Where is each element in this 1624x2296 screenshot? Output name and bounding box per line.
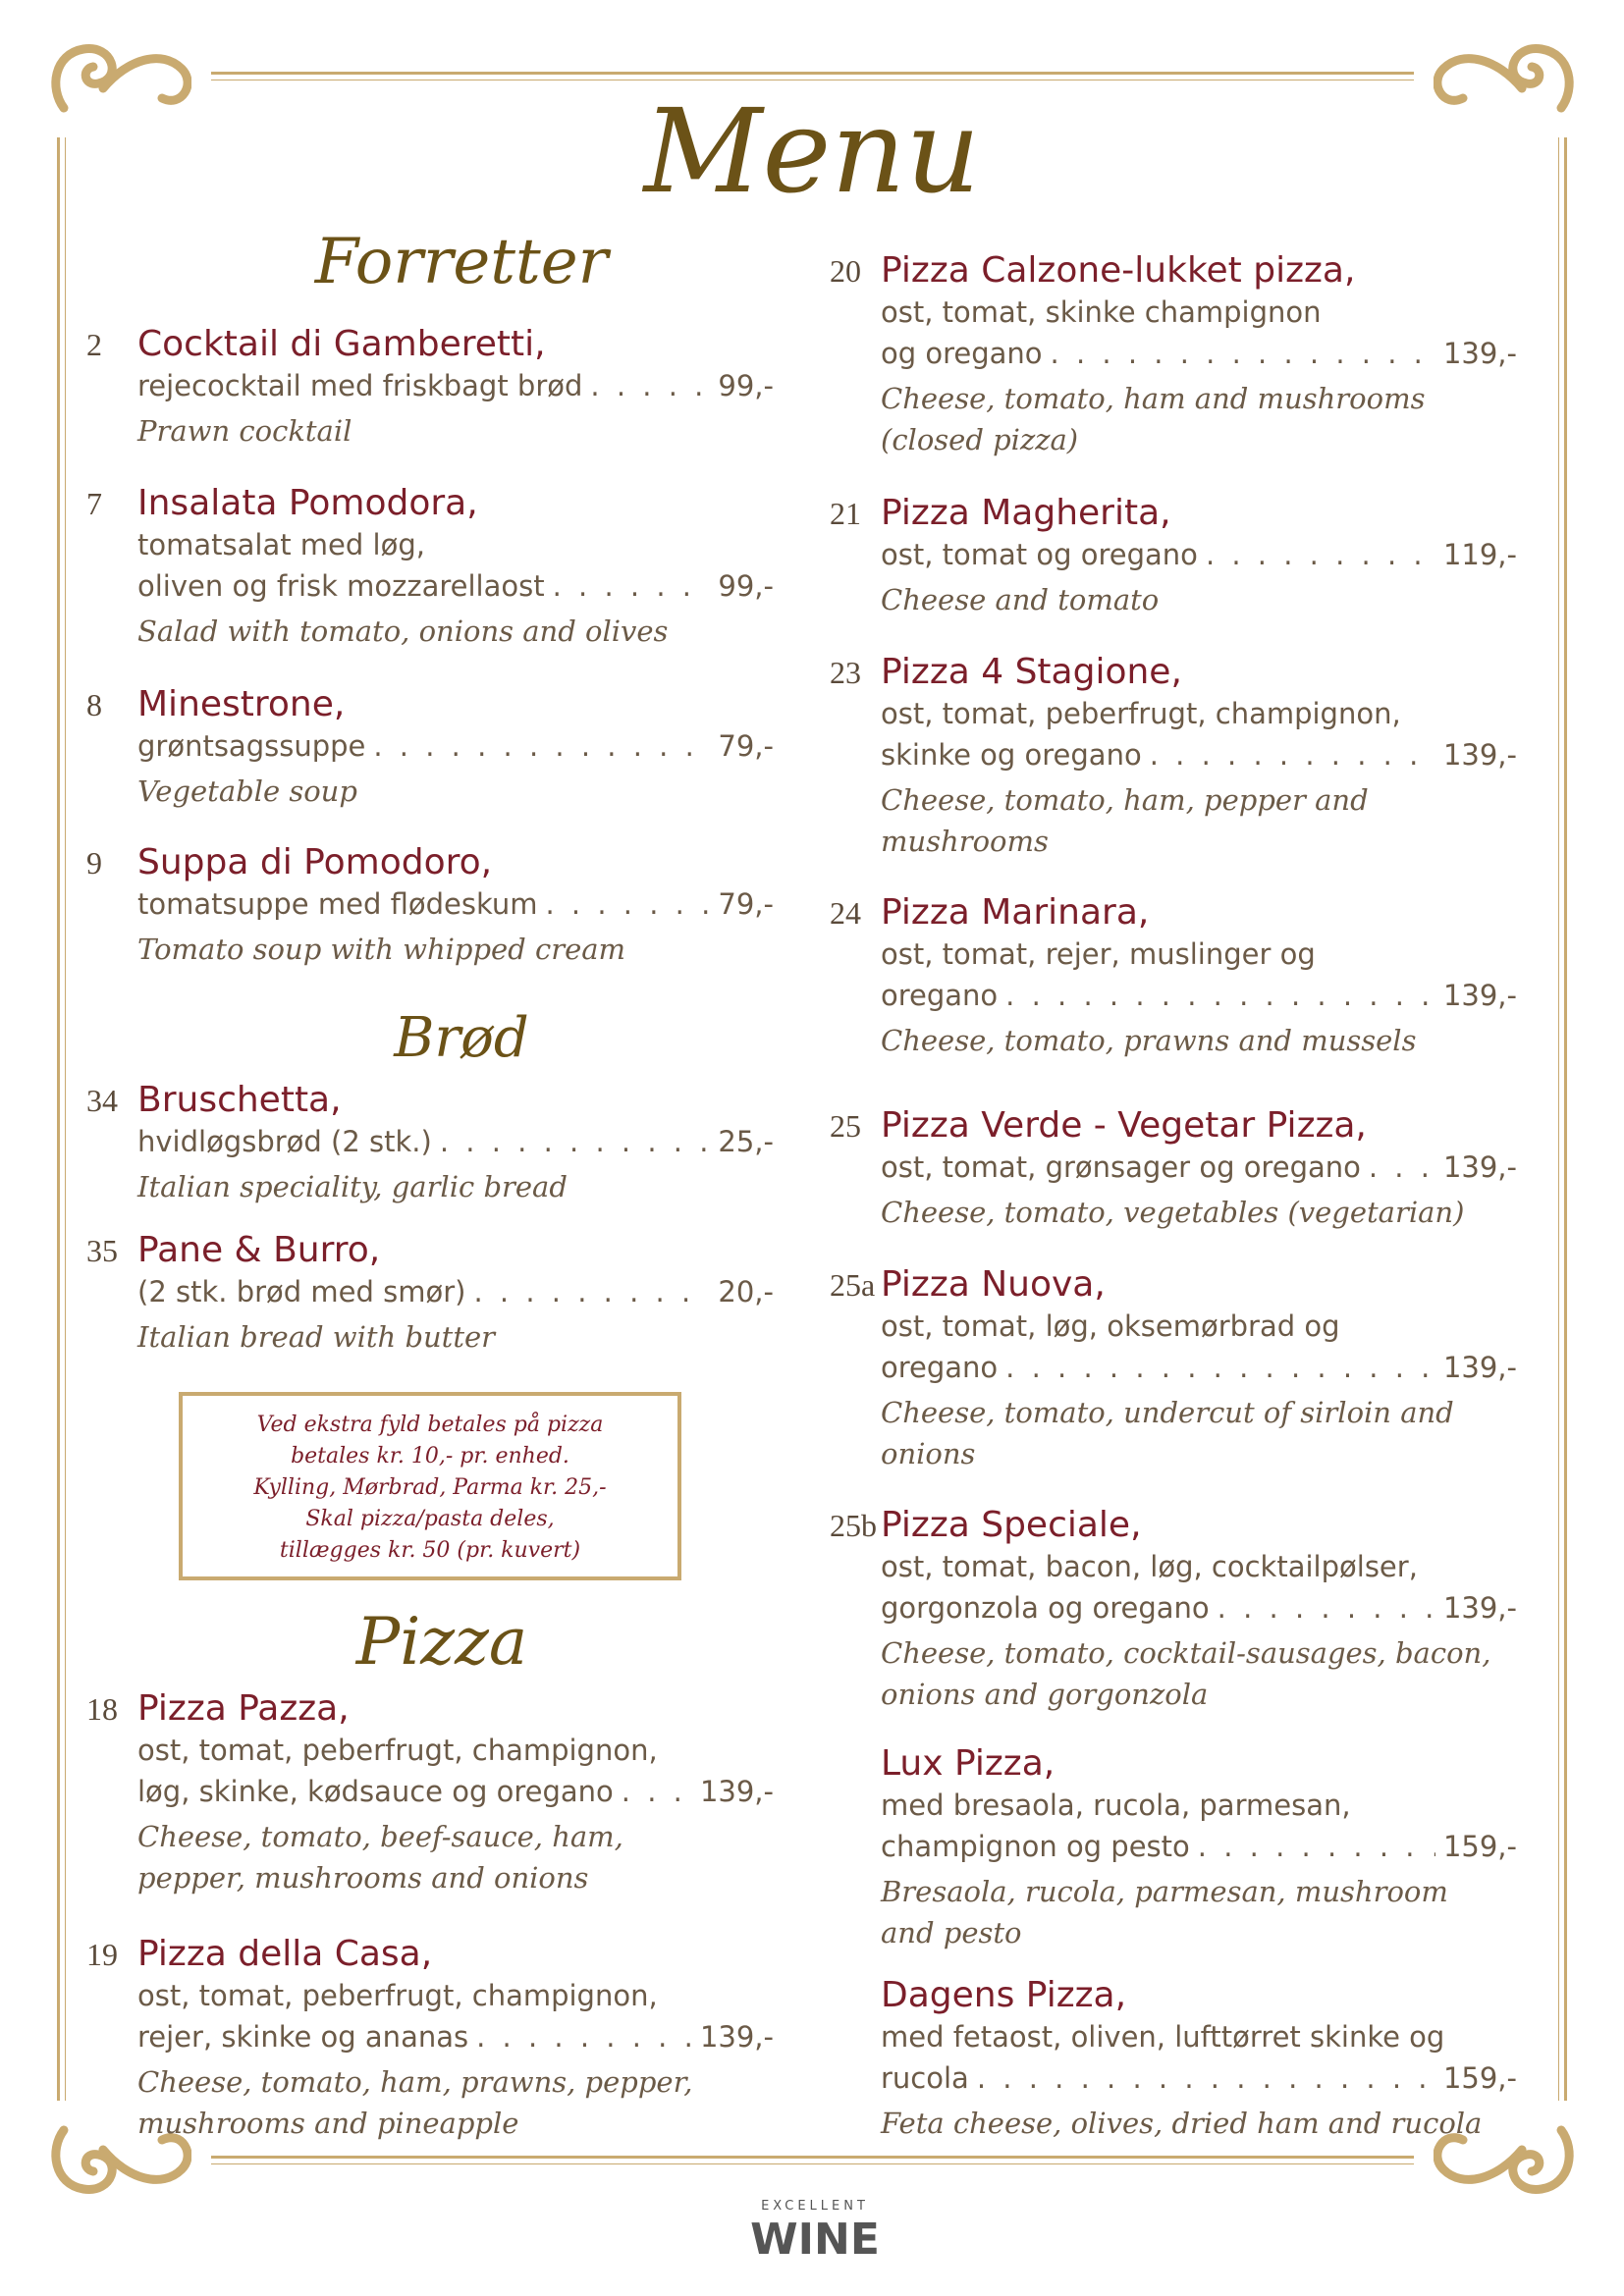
item-name: Suppa di Pomodoro [137, 842, 481, 882]
item-description: champignon og pesto [881, 1830, 1190, 1863]
item-number: 18 [86, 1691, 118, 1727]
item-name: Lux Pizza [881, 1743, 1044, 1784]
dot-leader [1150, 734, 1435, 775]
item-description: rejecocktail med friskbagt brød [137, 369, 583, 402]
frame-left-line [57, 137, 60, 2101]
item-name: Pizza Nuova [881, 1264, 1095, 1305]
extra-topping-note [179, 1392, 681, 1580]
note-line: tillægges kr. 50 (pr. kuvert) [279, 1538, 581, 1563]
item-description: oregano [881, 1351, 999, 1384]
menu-item-25b: 25b Pizza Speciale, ost, tomat, bacon, løg, cocktailpølser, gorgonzola og oregano . . . 139,- Cheese, tomato, cocktail-sausages, bacon, onions and gorgonzola [830, 1505, 1517, 1715]
item-price: 99,- [718, 569, 774, 603]
item-description: ost, tomat, skinke champignon [881, 295, 1322, 329]
menu-item-8: 8 Minestrone, grøntsagssuppe . . . 79,- Vegetable soup [86, 684, 774, 812]
item-name: Dagens Pizza [881, 1975, 1115, 2015]
item-description: ost, tomat, løg, oksemørbrad og [881, 1309, 1340, 1343]
item-price: 139,- [1442, 979, 1517, 1012]
item-number: 2 [86, 327, 102, 362]
item-price: 119,- [1442, 538, 1517, 571]
item-english-description: onions and gorgonzola [881, 1678, 1209, 1711]
item-price: 139,- [1442, 1351, 1517, 1384]
item-price: 139,- [1442, 337, 1517, 370]
item-english-description: Cheese, tomato, ham and mushrooms [881, 382, 1426, 415]
menu-item-18: 18 Pizza Pazza, ost, tomat, peberfrugt, champignon, løg, skinke, kødsauce og oregano . . . 139,- Cheese, tomato, beef-sauce, ham, pepper, mushrooms and onions [86, 1688, 774, 1898]
item-number: 35 [86, 1233, 118, 1268]
logo-wine: WINE [750, 2215, 880, 2265]
dot-leader [1005, 1347, 1435, 1388]
item-description: ost, tomat, bacon, løg, cocktailpølser, [881, 1550, 1418, 1583]
item-name: Bruschetta [137, 1080, 331, 1120]
item-description: ost, tomat, grønsager og oregano [881, 1150, 1361, 1184]
item-description: grøntsagssuppe [137, 729, 366, 763]
dot-leader [553, 565, 711, 607]
item-english-description: Tomato soup with whipped cream [137, 933, 626, 966]
dot-leader [1005, 975, 1435, 1016]
item-description: med bresaola, rucola, parmesan, [881, 1789, 1351, 1822]
frame-left-line-inner [65, 137, 66, 2101]
menu-item-20: 20 Pizza Calzone-lukket pizza, ost, tomat, skinke champignon og oregano . . . 139,- Cheese, tomato, ham and mushrooms (closed pizza) [830, 250, 1517, 460]
dot-leader [622, 1771, 692, 1812]
menu-item-24: 24 Pizza Marinara, ost, tomat, rejer, muslinger og oregano . . . 139,- Cheese, tomato, prawns and mussels [830, 892, 1517, 1061]
note-line: Kylling, Mørbrad, Parma kr. 25,- [253, 1475, 607, 1500]
item-english-description: Cheese, tomato, vegetables (vegetarian) [881, 1196, 1465, 1229]
frame-right-line [1564, 137, 1567, 2101]
dot-leader [1051, 333, 1435, 374]
dot-leader [476, 2016, 692, 2057]
item-description: ost, tomat, peberfrugt, champignon, [137, 1734, 658, 1767]
item-english-description: Bresaola, rucola, parmesan, mushroom [881, 1875, 1448, 1908]
dot-leader [473, 1271, 710, 1312]
menu-item-7: 7 Insalata Pomodora, tomatsalat med løg, oliven og frisk mozzarellaost . . . 99,- Salad with tomato, onions and olives [86, 483, 774, 652]
item-name: Pizza Pazza [137, 1688, 339, 1729]
item-price: 139,- [1442, 1591, 1517, 1625]
dot-leader [1206, 534, 1435, 575]
item-description: rucola [881, 2061, 969, 2095]
item-price: 20,- [718, 1275, 774, 1308]
item-english-description: Cheese, tomato, cocktail-sausages, bacon, [881, 1636, 1491, 1670]
item-number: 25 [830, 1108, 861, 1144]
item-english-description: mushrooms [881, 825, 1049, 858]
item-name: Pane & Burro [137, 1230, 369, 1270]
item-number: 7 [86, 486, 102, 521]
item-price: 25,- [718, 1125, 774, 1158]
item-name: Pizza Marinara [881, 892, 1138, 933]
frame-right-line-inner [1558, 137, 1559, 2101]
item-number: 20 [830, 253, 861, 289]
item-english-description: Feta cheese, olives, dried ham and rucola [881, 2107, 1483, 2140]
item-name: Pizza Magherita, [881, 493, 1171, 533]
item-english-description: Salad with tomato, onions and olives [137, 614, 669, 648]
menu-item-lux: Lux Pizza, med bresaola, rucola, parmesan, champignon og pesto . . . 159,- Bresaola, rucola, parmesan, mushroom and pesto [830, 1743, 1517, 1953]
item-english-description: Cheese and tomato [881, 583, 1160, 616]
item-english-description: Cheese, tomato, beef-sauce, ham, [137, 1820, 623, 1853]
item-name: Pizza Speciale [881, 1505, 1131, 1545]
note-line: Skal pizza/pasta deles, [305, 1507, 555, 1531]
item-english-description: Italian speciality, garlic bread [137, 1170, 568, 1203]
dot-leader [977, 2057, 1435, 2099]
item-description: og oregano [881, 337, 1043, 370]
item-description: (2 stk. brød med smør) [137, 1275, 466, 1308]
menu-item-dagens: Dagens Pizza, med fetaost, oliven, lufttørret skinke og rucola . . . 159,- Feta cheese, olives, dried ham and rucola [830, 1975, 1517, 2144]
item-number: 19 [86, 1937, 118, 1972]
item-english-description: mushrooms and pineapple [137, 2107, 519, 2140]
item-price: 79,- [718, 887, 774, 921]
item-english-description: (closed pizza) [881, 423, 1079, 456]
item-description: oregano [881, 979, 999, 1012]
item-price: 139,- [1442, 738, 1517, 772]
item-price: 79,- [718, 729, 774, 763]
dot-leader [590, 365, 710, 406]
item-price: 99,- [718, 369, 774, 402]
menu-item-34: 34 Bruschetta, hvidløgsbrød (2 stk.) . . . 25,- Italian speciality, garlic bread [86, 1080, 774, 1207]
item-english-description: Vegetable soup [137, 774, 357, 808]
item-number: 24 [830, 895, 861, 931]
item-name: Minestrone [137, 684, 334, 724]
item-number: 8 [86, 687, 102, 722]
item-number: 25b [830, 1508, 877, 1543]
note-line: Ved ekstra fyld betales på pizza [256, 1413, 604, 1437]
page-title: Menu [643, 83, 981, 219]
item-name: Pizza Verde - Vegetar Pizza, [881, 1105, 1367, 1146]
menu-item-25 [830, 1105, 1517, 1233]
dot-leader [1198, 1826, 1435, 1867]
menu-item-2: 2 Cocktail di Gamberetti, rejecocktail med friskbagt brød . . . 99,- Prawn cocktail [86, 324, 774, 452]
item-english-description: onions [881, 1437, 976, 1470]
dot-leader [1218, 1587, 1435, 1629]
item-english-description: Italian bread with butter [137, 1320, 496, 1354]
item-english-description: Cheese, tomato, ham, pepper and [881, 783, 1369, 817]
item-description: løg, skinke, kødsauce og oregano [137, 1775, 614, 1808]
dot-leader [546, 883, 711, 925]
item-name: Pizza Calzone-lukket pizza [881, 250, 1344, 291]
item-description: gorgonzola og oregano [881, 1591, 1210, 1625]
item-english-description: pepper, mushrooms and onions [137, 1861, 589, 1895]
item-price: 139,- [699, 2020, 774, 2054]
item-number: 21 [830, 496, 861, 531]
section-title-brod: Brød [394, 1006, 529, 1070]
item-description: ost, tomat og oregano [881, 538, 1198, 571]
item-description: oliven og frisk mozzarellaost [137, 569, 545, 603]
frame-top-line [211, 72, 1414, 75]
menu-item-25a: 25a Pizza Nuova, ost, tomat, løg, oksemørbrad og oregano . . . 139,- Cheese, tomato, undercut of sirloin and onions [830, 1264, 1517, 1474]
menu-item-19: 19 Pizza della Casa, ost, tomat, peberfrugt, champignon, rejer, skinke og ananas . . . 139,- Cheese, tomato, ham, prawns, pepper, mushrooms and pineapple [86, 1934, 774, 2144]
item-price: 159,- [1442, 1830, 1517, 1863]
logo-excellent: EXCELLENT [761, 2199, 869, 2214]
item-description: tomatsuppe med flødeskum [137, 887, 538, 921]
item-name: Insalata Pomodora [137, 483, 467, 523]
item-description: ost, tomat, peberfrugt, champignon, [137, 1979, 658, 2012]
note-line: betales kr. 10,- pr. enhed. [291, 1444, 569, 1468]
section-title-forretter: Forretter [314, 226, 609, 298]
item-name: Pizza 4 Stagione [881, 652, 1171, 692]
item-name: Cocktail di Gamberetti [137, 324, 535, 364]
item-description: tomatsalat med løg, [137, 528, 425, 561]
dot-leader [440, 1121, 711, 1162]
item-price: 159,- [1442, 2061, 1517, 2095]
item-number: 23 [830, 655, 861, 690]
menu-item-21 [830, 493, 1517, 620]
item-number: 34 [86, 1083, 118, 1118]
item-english-description: Cheese, tomato, ham, prawns, pepper, [137, 2065, 693, 2099]
item-description: rejer, skinke og ananas [137, 2020, 469, 2054]
section-title-pizza: Pizza [355, 1604, 528, 1680]
item-english-description: Prawn cocktail [137, 414, 352, 448]
item-price: 139,- [1442, 1150, 1517, 1184]
item-number: 25a [830, 1267, 876, 1303]
item-number: 9 [86, 845, 102, 881]
item-description: med fetaost, oliven, lufttørret skinke og [881, 2020, 1445, 2054]
dot-leader [373, 725, 710, 767]
menu-item-35: 35 Pane & Burro, (2 stk. brød med smør) . . . 20,- Italian bread with butter [86, 1230, 774, 1358]
menu-item-9: 9 Suppa di Pomodoro, tomatsuppe med flødeskum . . . 79,- Tomato soup with whipped cream [86, 842, 774, 970]
item-description: ost, tomat, rejer, muslinger og [881, 937, 1316, 971]
item-english-description: Cheese, tomato, undercut of sirloin and [881, 1396, 1454, 1429]
item-price: 139,- [699, 1775, 774, 1808]
frame-bottom-line [211, 2156, 1414, 2159]
item-description: hvidløgsbrød (2 stk.) [137, 1125, 432, 1158]
item-english-description: Cheese, tomato, prawns and mussels [881, 1024, 1417, 1057]
frame-bottom-line-inner [211, 2163, 1414, 2164]
item-name: Pizza della Casa [137, 1934, 421, 1974]
item-english-description: and pesto [881, 1916, 1022, 1949]
item-description: ost, tomat, peberfrugt, champignon, [881, 697, 1401, 730]
menu-item-23: 23 Pizza 4 Stagione, ost, tomat, peberfrugt, champignon, skinke og oregano . . . 139,- Cheese, tomato, ham, pepper and mushrooms [830, 652, 1517, 862]
item-description: skinke og oregano [881, 738, 1142, 772]
dot-leader [1369, 1147, 1435, 1188]
